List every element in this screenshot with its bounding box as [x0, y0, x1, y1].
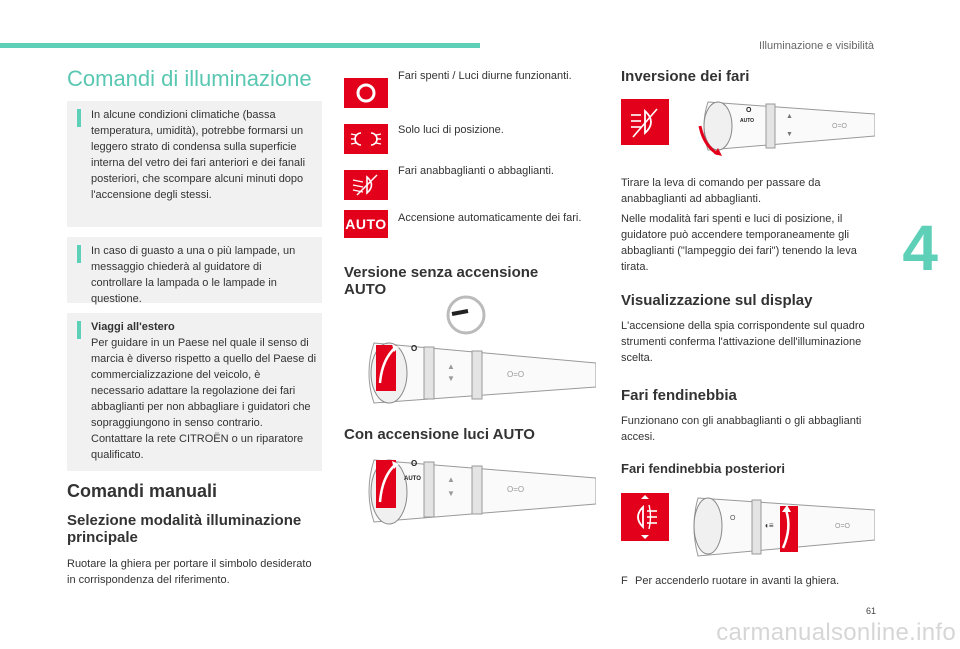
svg-text:▲: ▲ [786, 113, 793, 120]
svg-text:AUTO: AUTO [740, 118, 755, 124]
note-lamp-failure [67, 237, 322, 303]
rear-fog-instruction [621, 573, 876, 589]
mode-position-text: Solo luci di posizione. [398, 124, 504, 136]
heading-fog-lights: Fari fendinebbia [621, 387, 737, 404]
section-title: Illuminazione e visibilità [759, 40, 874, 52]
lever-inversion-illustration [690, 96, 875, 156]
position-lights-icon [344, 124, 388, 154]
heading-beam-inversion: Inversione dei fari [621, 68, 750, 85]
note-marker [77, 321, 81, 339]
svg-text:O: O [411, 459, 418, 468]
rear-fog-text: Per accenderlo ruotare in avanti la ghiera. [635, 575, 840, 587]
lever-with-auto-illustration [344, 452, 596, 542]
lever-without-auto-illustration [344, 295, 596, 413]
note-text: In alcune condizioni climatiche (bassa temperatura, umidità), potrebbe formarsi un leggero strato di condensa sulla superficie interna del vetro dei fari anteriori e dei fanali posteriori, che scompare alcuni minuti dopo l'accensione degli stessi. [91, 109, 306, 201]
rear-fog-icon [621, 493, 669, 541]
heading-mode-selection: Selezione modalità illuminazione principale [67, 512, 302, 546]
mode-auto-text: Accensione automaticamente dei fari. [398, 212, 582, 224]
note-text: In caso di guasto a una o più lampade, un messaggio chiederà al guidatore di controllare la lampada o le lampade in questione. [91, 245, 296, 305]
header-accent-bar [0, 43, 480, 48]
heading-display: Visualizzazione sul display [621, 292, 813, 309]
heading-without-auto: Versione senza accensione AUTO [344, 264, 539, 298]
chapter-number: 4 [902, 212, 938, 284]
svg-text:O=O: O=O [832, 123, 847, 130]
heading-rear-fog: Fari fendinebbia posteriori [621, 461, 785, 476]
svg-text:▲: ▲ [447, 475, 455, 484]
svg-text:O=O: O=O [507, 485, 525, 494]
svg-text:O=O: O=O [507, 370, 525, 379]
svg-text:▼: ▼ [786, 131, 793, 138]
svg-text:O=O: O=O [835, 523, 850, 530]
heading-manual-controls: Comandi manuali [67, 481, 218, 501]
page-title: Comandi di illuminazione [67, 66, 312, 91]
note-marker [77, 109, 81, 127]
svg-text:▼: ▼ [447, 374, 455, 383]
svg-text:◖≡: ◖≡ [764, 521, 774, 530]
note-marker [77, 245, 81, 263]
fog-text: Funzionano con gli anabbaglianti o gli abbaglianti accesi. [621, 415, 862, 443]
note-condensation [67, 101, 322, 227]
note-text: Per guidare in un Paese nel quale il senso di marcia è diverso rispetto a quello del Paese di commercializzazione del veicolo, è necessario adattare la regolazione dei fari abbaglianti per non abbagliare i guidatori che sopraggiungono in senso contrario. Contattare la rete CITROËN o un riparatore qualificato. [91, 337, 317, 461]
note-heading: Viaggi all'estero [91, 321, 175, 333]
svg-text:O: O [746, 107, 752, 114]
svg-text:O: O [730, 515, 736, 522]
inversion-text-2: Nelle modalità fari spenti e luci di posizione, il guidatore può accendere temporaneamente gli abbaglianti ("lampeggio dei fari") tenendo la leva tirata. [621, 213, 857, 273]
page-number: 61 [865, 606, 876, 616]
note-travel-abroad [67, 313, 322, 471]
display-text: L'accensione della spia corrispondente sul quadro strumenti conferma l'attivazione dell'illuminazione scelta. [621, 320, 865, 364]
bullet-glyph: F [621, 575, 628, 587]
auto-icon-label: AUTO [345, 216, 387, 232]
svg-text:▼: ▼ [447, 489, 455, 498]
heading-with-auto: Con accensione luci AUTO [344, 426, 535, 443]
off-circle-icon [344, 78, 388, 108]
mode-selection-text: Ruotare la ghiera per portare il simbolo desiderato in corrispondenza del riferimento. [67, 558, 312, 586]
lever-rear-fog-illustration [680, 488, 875, 566]
inversion-text-1: Tirare la leva di comando per passare da anabbaglianti ad abbaglianti. [621, 177, 821, 205]
dipped-main-beam-icon [344, 170, 388, 200]
lever-auto-label: AUTO [404, 476, 421, 482]
mode-beam-text: Fari anabbaglianti o abbaglianti. [398, 165, 554, 177]
svg-text:▲: ▲ [447, 362, 455, 371]
lever-o-label: O [411, 344, 418, 353]
main-beam-icon [621, 99, 669, 145]
mode-off-text: Fari spenti / Luci diurne funzionanti. [398, 70, 572, 82]
watermark: carmanualsonline.info [716, 619, 956, 646]
auto-icon [344, 210, 388, 238]
